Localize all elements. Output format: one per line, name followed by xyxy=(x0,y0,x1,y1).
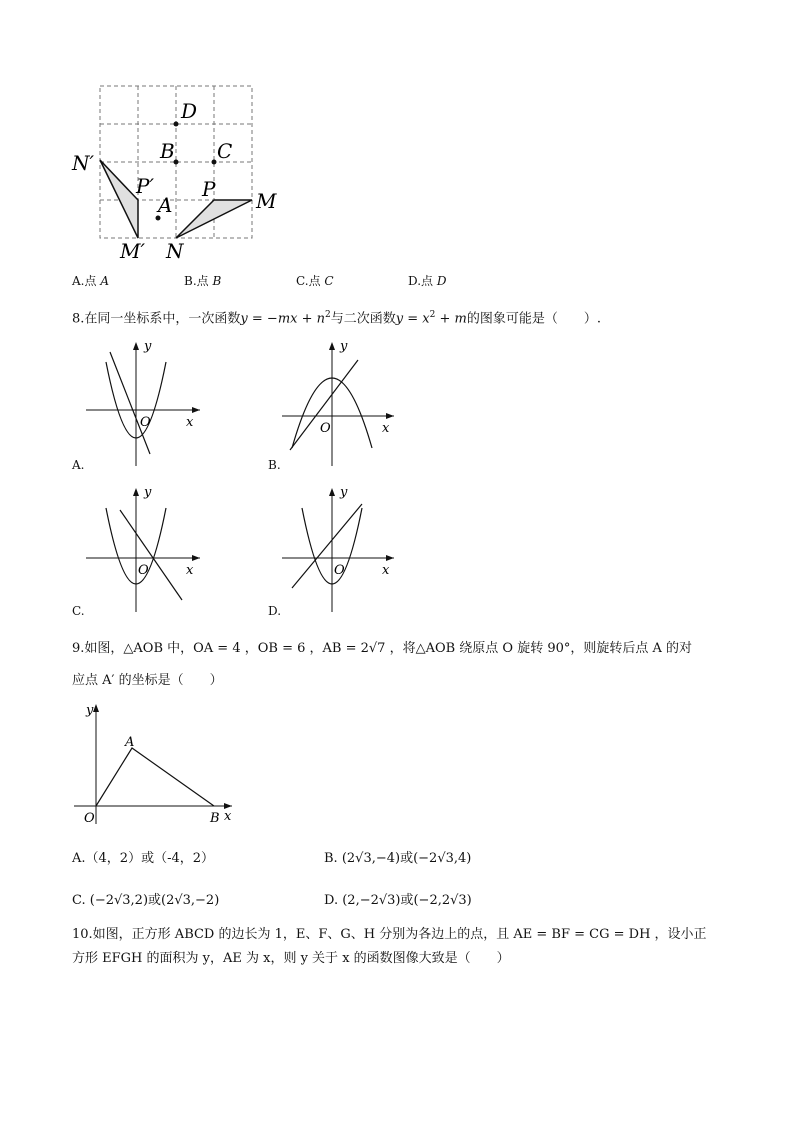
svg-text:y: y xyxy=(144,485,152,500)
svg-text:x: x xyxy=(186,415,194,430)
q8-option-b[interactable]: B. xyxy=(268,458,281,472)
q8-option-d[interactable]: D. xyxy=(268,604,282,618)
label-A: A xyxy=(158,193,173,217)
q10-question-line1: 10.如图，正方形 ABCD 的边长为 1，E、F、G、H 分别为各边上的点，且 AE = BF = CG = DH ，设小正 xyxy=(72,927,707,942)
q8-graph-d[interactable] xyxy=(278,484,408,616)
q7-option-b[interactable]: B.点 B xyxy=(184,274,222,288)
q9-question-line1: 9.如图，△AOB 中，OA = 4 ，OB = 6 ，AB = 2√7 ，将△AOB 绕原点 O 旋转 90°，则旋转后点 A 的对 xyxy=(72,641,693,656)
label-N-prime: N′ xyxy=(72,151,95,175)
q8-graph-a[interactable] xyxy=(82,338,212,470)
q9-option-d[interactable]: D. (2,−2√3)或(−2,2√3) xyxy=(324,893,472,908)
q9-question-line2: 应点 A′ 的坐标是（ ） xyxy=(72,673,223,688)
label-M: M xyxy=(256,189,277,213)
svg-text:y: y xyxy=(340,485,348,500)
label-P: P xyxy=(202,177,216,201)
q9-option-b[interactable]: B. (2√3,−4)或(−2√3,4) xyxy=(324,851,472,866)
q7-option-d[interactable]: D.点 D xyxy=(408,274,447,288)
q8-option-c[interactable]: C. xyxy=(72,604,85,618)
svg-text:x: x xyxy=(382,563,390,578)
q10-question-line2: 方形 EFGH 的面积为 y，AE 为 x，则 y 关于 x 的函数图像大致是（ ） xyxy=(72,951,510,966)
svg-text:x: x xyxy=(382,421,390,436)
svg-text:B: B xyxy=(210,811,220,826)
triangle-npm xyxy=(176,200,252,238)
q7-grid-figure xyxy=(70,80,300,265)
label-N: N xyxy=(166,239,184,263)
label-D: D xyxy=(181,99,198,123)
svg-text:O: O xyxy=(138,563,149,578)
label-P-prime: P′ xyxy=(136,174,154,198)
label-B: B xyxy=(160,139,175,163)
triangle-npm-prime xyxy=(100,160,138,238)
label-M-prime: M′ xyxy=(120,239,146,263)
q8-option-a[interactable]: A. xyxy=(72,458,85,472)
svg-text:y: y xyxy=(340,339,348,354)
svg-text:O: O xyxy=(334,563,345,578)
q7-option-c[interactable]: C.点 C xyxy=(296,274,334,288)
q8-question: 8.在同一坐标系中，一次函数$y = -mx + n^2$与二次函数$y = x^2 + m$的图象可能是（ ）. xyxy=(72,310,601,327)
q9-option-c[interactable]: C. (−2√3,2)或(2√3,−2) xyxy=(72,893,220,908)
svg-text:O: O xyxy=(140,415,151,430)
svg-text:x: x xyxy=(224,809,232,824)
svg-text:O: O xyxy=(84,811,95,826)
q8-graph-c[interactable] xyxy=(82,484,212,616)
svg-text:y: y xyxy=(86,703,94,718)
label-C: C xyxy=(217,139,233,163)
q9-triangle-figure xyxy=(70,698,250,828)
q8-graph-b[interactable] xyxy=(278,338,408,470)
svg-text:O: O xyxy=(320,421,331,436)
q9-option-a[interactable]: A.（4，2）或（-4，2） xyxy=(72,851,214,866)
svg-text:y: y xyxy=(144,339,152,354)
svg-text:x: x xyxy=(186,563,194,578)
q7-option-a[interactable]: A.点 A xyxy=(72,274,109,288)
svg-text:A: A xyxy=(125,735,135,750)
